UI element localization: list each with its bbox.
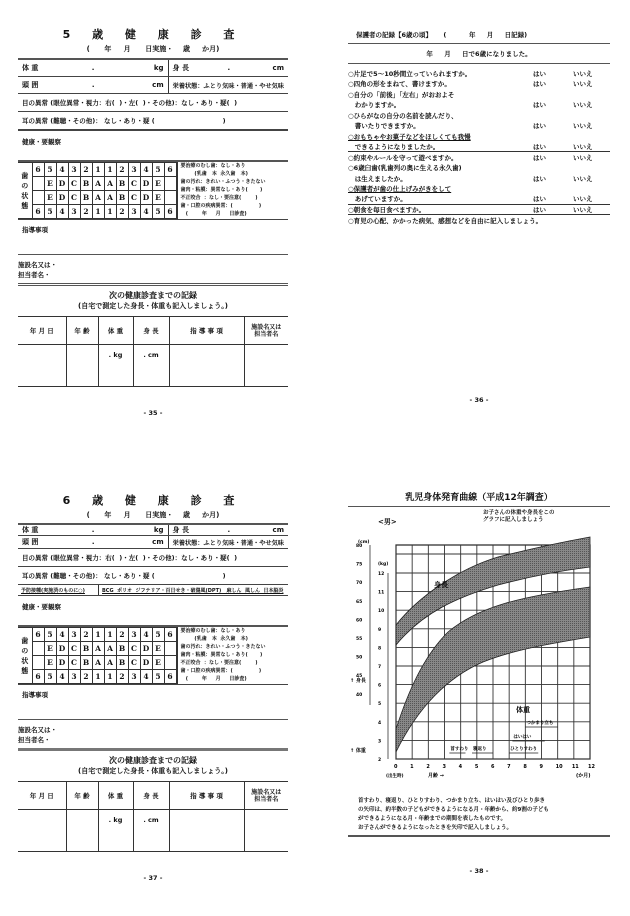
svg-text:はいはい: はいはい: [513, 735, 532, 740]
yes-option[interactable]: はい: [533, 195, 546, 204]
svg-text:12: 12: [378, 572, 385, 577]
svg-text:(kg): (kg): [378, 562, 389, 567]
vaccination-label: 予防接種(実施済のものに○): [21, 587, 85, 594]
record-height[interactable]: . cm: [133, 345, 169, 387]
yes-option[interactable]: はい: [533, 80, 546, 89]
record-title: 次の健康診査までの記録: [109, 291, 197, 300]
record-facility[interactable]: [244, 810, 288, 852]
svg-text:5: 5: [378, 702, 382, 708]
height-unit: cm: [272, 526, 284, 534]
record-title: 次の健康診査までの記録: [109, 756, 197, 765]
teeth-notes: 要治療のむし歯：なし・あり (乳歯 本 永久歯 本) 歯の汚れ：きれい・ふつう・きたない 歯肉・粘膜：異常なし・あり( ) 不正咬合 ：なし・要注意( ) 歯・口腔の疾病異常：( ) ( 年 月 日診査): [177, 162, 289, 219]
health-observation: 健康・要観察: [22, 138, 61, 146]
yes-option[interactable]: はい: [533, 122, 546, 131]
head-label: 頭 囲: [22, 538, 39, 546]
weight-unit: kg: [153, 64, 164, 72]
question-item: ○保護者が歯の仕上げみがきをして: [348, 185, 452, 194]
chart-note: お子さんの体重や身長をこの グラフに記入しましょう: [483, 510, 555, 523]
height-unit: cm: [272, 64, 284, 72]
nutrition-status: 栄養状態：ふとり気味・普通・やせ気味: [172, 539, 284, 547]
staff-label: 担当者名・: [18, 736, 51, 744]
svg-text:9: 9: [378, 627, 382, 633]
svg-text:4: 4: [458, 764, 463, 770]
svg-text:7: 7: [378, 665, 382, 670]
question-list: [348, 68, 610, 226]
svg-text:3: 3: [442, 764, 446, 770]
teeth-chart: 歯の状態 6 5 4 3 2 1 1 2 3 4 5 6 E D C B A A B C D E E D C B A A B C D E 6 5 4 3 2 1 1 2 3 4 5 6: [18, 627, 177, 684]
svg-text:月齢 →: 月齢 →: [428, 773, 444, 779]
no-option[interactable]: いいえ: [573, 101, 593, 110]
svg-text:(cm): (cm): [358, 540, 370, 545]
yes-option[interactable]: はい: [533, 142, 546, 151]
page-38: [348, 490, 610, 875]
ear-check: 耳の異常 (難聴・その他)： なし・あり・疑 ( ): [18, 112, 288, 131]
question-item: できるようになりましたか。 はい いいえ: [348, 142, 610, 153]
svg-text:↑ 体重: ↑ 体重: [350, 748, 366, 754]
health-observation: 健康・要観察: [22, 603, 61, 611]
svg-text:首すわり: 首すわり: [450, 747, 469, 752]
record-guidance[interactable]: [169, 345, 244, 387]
page-title: 6 歳 健 康 診 査: [62, 494, 244, 507]
yes-option[interactable]: はい: [533, 153, 546, 162]
record-height[interactable]: . cm: [133, 810, 169, 852]
facility-label: 施設名又は・: [18, 261, 57, 269]
svg-text:5: 5: [474, 764, 479, 770]
question-item: ○片足で5〜10秒間立っていられますか。 はい いいえ: [348, 69, 593, 78]
yes-option[interactable]: はい: [533, 174, 546, 183]
svg-text:寝返り: 寝返り: [472, 747, 487, 752]
svg-text:(出生時): (出生時): [386, 774, 404, 779]
svg-text:8: 8: [378, 646, 382, 652]
no-option[interactable]: いいえ: [573, 174, 593, 183]
page-number: - 37 -: [143, 874, 163, 882]
record-age[interactable]: [66, 345, 98, 387]
chart-description: 首すわり、寝返り、ひとりすわり、つかまり立ち、はいはい及びひとり歩き の矢印は、約半数の子どもができるようになる月・年齢から、約9割の子ども ができるようになる月・年齢までの期間を表したものです。 お子さんができるようになったときを矢印で記入しましょう。: [358, 798, 549, 831]
page-number: - 36 -: [469, 395, 489, 404]
yes-option[interactable]: はい: [533, 205, 546, 214]
no-option[interactable]: いいえ: [573, 205, 593, 214]
record-table: 年 月 日 年 齢 体 重 身 長 指 導 事 項 施設名又は 担当者名 . kg . cm: [18, 781, 288, 852]
svg-text:つかまり立ち: つかまり立ち: [526, 721, 554, 726]
svg-text:ひとりすわり: ひとりすわり: [510, 747, 538, 752]
height-dot: .: [227, 526, 231, 534]
svg-text:60: 60: [356, 618, 363, 624]
eye-check: 目の異常 (眼位異常・視力：右( )・左( )・その他)：なし・あり・疑( ): [18, 94, 288, 112]
svg-text:身長: 身長: [434, 581, 448, 589]
svg-text:45: 45: [356, 674, 363, 680]
svg-text:6: 6: [491, 764, 495, 770]
teeth-label: 歯の状態: [18, 628, 32, 684]
head-unit: cm: [152, 538, 164, 546]
question-item: あげていますか。 はい いいえ: [348, 194, 610, 205]
record-subtitle: (自宅で測定した身長・体重も記入しましょう。): [78, 767, 228, 775]
svg-text:65: 65: [356, 599, 363, 605]
question-item: ○約束やルールを守って遊べますか。 はい いいえ: [348, 153, 593, 162]
svg-text:40: 40: [356, 692, 363, 698]
no-option[interactable]: いいえ: [573, 80, 593, 89]
svg-text:7: 7: [507, 764, 511, 770]
page-37: [18, 492, 288, 882]
record-subtitle: (自宅で測定した身長・体重も記入しましょう。): [78, 302, 228, 310]
sixth-birthday: 年 月 日で6歳になりました。: [426, 50, 532, 58]
question-item: ○6歳臼歯(乳歯列の奥に生える永久歯): [348, 164, 462, 173]
page-number: - 35 -: [143, 409, 163, 417]
head-unit: cm: [152, 81, 164, 89]
page-number: - 38 -: [469, 867, 489, 875]
svg-text:9: 9: [539, 764, 543, 770]
guidance-label: 指導事項: [22, 691, 48, 699]
eye-check: 目の異常 (眼位異常・視力：右( )・左( )・その他)：なし・あり・疑( ): [18, 549, 288, 567]
record-age[interactable]: [66, 810, 98, 852]
question-item: ○四角の形をまねて、書けますか。 はい いいえ: [348, 80, 593, 89]
teeth-notes: 要治療のむし歯：なし・あり (乳歯 本 永久歯 本) 歯の汚れ：きれい・ふつう・きたない 歯肉・粘膜：異常なし・あり( ) 不正咬合 ：なし・要注意( ) 歯・口腔の疾病異常：( ) ( 年 月 日診査): [177, 627, 289, 684]
weight-dot: .: [91, 64, 95, 72]
svg-text:80: 80: [356, 544, 363, 549]
no-option[interactable]: いいえ: [573, 195, 593, 204]
staff-label: 担当者名・: [18, 271, 51, 279]
ear-check: 耳の異常 (難聴・その他)： なし・あり・疑 ( ): [18, 567, 288, 585]
facility-label: 施設名又は・: [18, 726, 57, 734]
vaccination-list: BCG ポリオ ジフテリア・百日せき・破傷風(DPT) 麻しん 風しん 日本脳炎: [102, 587, 284, 594]
height-label: 身 長: [172, 64, 189, 72]
question-item: ○朝食を毎日食べますか。 はい いいえ: [348, 205, 610, 216]
record-facility[interactable]: [244, 345, 288, 387]
question-item: 書いたりできますか。 はい いいえ: [348, 122, 593, 131]
page-35: [18, 26, 288, 417]
question-item: は生えましたか。 はい いいえ: [348, 174, 593, 183]
question-item: ○おもちゃやお菓子などをほしくても我慢: [348, 132, 471, 141]
record-weight[interactable]: . kg: [98, 810, 133, 852]
head-dot: .: [91, 81, 95, 89]
height-dot: .: [227, 64, 231, 72]
weight-label: 体 重: [22, 64, 39, 72]
svg-text:11: 11: [378, 590, 385, 596]
weight-label: 体 重: [22, 526, 39, 534]
weight-unit: kg: [153, 526, 164, 534]
svg-text:10: 10: [378, 609, 385, 615]
teeth-label: 歯の状態: [18, 163, 32, 219]
svg-text:2: 2: [378, 758, 382, 763]
svg-text:体重: 体重: [516, 706, 530, 714]
nutrition-status: 栄養状態：ふとり気味・普通・やせ気味: [172, 82, 284, 90]
guidance-label: 指導事項: [22, 226, 48, 234]
svg-text:70: 70: [356, 581, 363, 587]
teeth-chart: 歯の状態 6 5 4 3 2 1 1 2 3 4 5 6 E D C B A A B C D E E D C B A A B C D E 6 5 4 3 2 1 1 2 3 4 5 6: [18, 162, 177, 219]
record-table: 年 月 日 年 齢 体 重 身 長 指 導 事 項 施設名又は 担当者名 . kg . cm: [18, 316, 288, 387]
yes-option[interactable]: はい: [533, 101, 546, 110]
exam-date: ( 年 月 日実施・ 歳 か月): [86, 45, 220, 53]
record-date[interactable]: [18, 810, 66, 852]
no-option[interactable]: いいえ: [573, 122, 593, 131]
question-item: わかりますか。 はい いいえ: [348, 101, 593, 110]
svg-text:75: 75: [356, 562, 363, 568]
svg-text:55: 55: [356, 637, 363, 642]
svg-text:4: 4: [378, 720, 382, 726]
no-option[interactable]: いいえ: [573, 153, 593, 162]
svg-text:(か月): (か月): [576, 773, 591, 779]
svg-text:50: 50: [356, 655, 363, 661]
page-36: [348, 30, 610, 404]
page-title: 5 歳 健 康 診 査: [62, 28, 244, 41]
svg-text:1: 1: [410, 764, 414, 770]
svg-text:3: 3: [378, 739, 382, 745]
svg-text:6: 6: [378, 683, 382, 689]
question-item: ○自分の「前後」「左右」がおおよそ: [348, 90, 455, 99]
svg-text:11: 11: [571, 764, 579, 770]
svg-text:↑ 身長: ↑ 身長: [350, 678, 366, 684]
yes-option[interactable]: はい: [533, 69, 546, 78]
no-option[interactable]: いいえ: [573, 69, 593, 78]
height-label: 身 長: [172, 526, 189, 534]
question-item: ○育児の心配、かかった病気、感想などを自由に記入しましょう。: [348, 216, 543, 225]
svg-text:8: 8: [523, 764, 527, 770]
no-option[interactable]: いいえ: [573, 142, 593, 151]
record-weight[interactable]: . kg: [98, 345, 133, 387]
head-dot: .: [91, 538, 95, 546]
record-guidance[interactable]: [169, 810, 244, 852]
guardian-record-header: 保護者の記録【6歳の頃】 ( 年 月 日記録): [356, 31, 528, 39]
svg-text:10: 10: [555, 764, 563, 770]
exam-date: ( 年 月 日実施・ 歳 か月): [86, 511, 220, 519]
gender-label: <男>: [378, 518, 397, 526]
svg-text:2: 2: [426, 764, 430, 770]
svg-text:12: 12: [588, 764, 595, 770]
growth-chart: [348, 507, 610, 797]
chart-title: 乳児身体発育曲線（平成12年調査）: [405, 493, 553, 503]
record-date[interactable]: [18, 345, 66, 387]
head-label: 頭 囲: [22, 81, 39, 89]
svg-text:0: 0: [394, 764, 398, 770]
question-item: ○ひらがなの自分の名前を読んだり、: [348, 111, 458, 120]
weight-dot: .: [91, 526, 95, 534]
